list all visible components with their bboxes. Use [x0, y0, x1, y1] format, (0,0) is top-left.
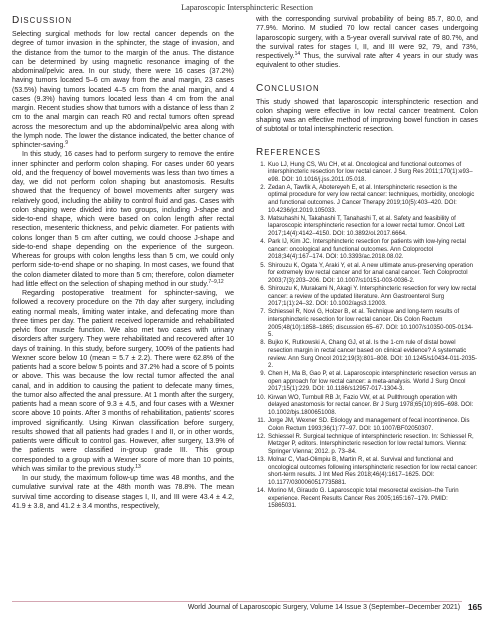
reference-item: 12. Schiessel R. Surgical technique of intersphincteric resection. In: Schiessel R, Metzger P, editors. Intersphincteric resection for low rectal tumors. Vienna: Springer Vienna; 2012. p. 73–84. [267, 434, 478, 457]
discussion-paragraph-3: Regarding postoperative treatment for sphincter-saving, we followed a recovery procedure on the 7th day after surgery, including eating normal meals, limiting water intake, and defecating more than three times per day. The patient received loperamide and rehabilitated pelvic floor muscle function. We also met two cases with urinary disorders after surgery. They were rehabilitated and recovered after 10 days of training. In this study, before surgery, 100% of the patients had Wexner score below 10 (mean = 5.7 ± 2.2). There were 62.8% of the patients had a score below 5 points and 37.2% had a score of 5 points or above. This was because the low rectal tumor affected the anal canal, and in addition to causing the patient to defecate many times, the tumor also affected the anal pressure. At 1 month after the surgery, patients had a mean score of 9.3 ± 4.5, and four cases with a Wexner score above 10 points. After 3 months of rehabilitation, patients' scores improved significantly. Using Kirwan classification before surgery, results showed that all patients had grades I and II, or in other words, patients were difficult to control gas. However, after surgery, 13.9% of the patients were classified in-group grade III. This group corresponded to a group with a Wexner score of more than 10 points, which was similar to the previous study.$^{13}$ [12, 290, 234, 473]
left-column [12, 15, 234, 511]
reference-item: 11. Jorge JM, Wexner SD. Etiology and management of fecal incontinence. Dis Colon Rectum 1993;36(1):77–97. DOI: 10.1007/BF02050307. [267, 418, 478, 433]
discussion-paragraph-4: In our study, the maximum follow-up time was 48 months, and the cumulative survival rate at the 48th month was 78.8%. The mean survival time according to disease stages I, II, and III were 43.4 ± 4.2, 41.9 ± 3.8, and 41.2 ± 3.4 months, respectively, [12, 475, 234, 510]
discussion-paragraph-1: Selecting surgical methods for low rectal cancer depends on the degree of tumor invasion in the sphincter, the stage of invasion, and the distance from the tumor to the margin of the anus. The distance can be determined by using magnetic resonance imaging of the abdominal/pelvic area. In our study, there were 16 cases (37.2%) having tumors located 5–6 cm away from the anal margin, 23 cases (53.5%) having tumors located 4–5 cm from the anal margin, and 4 cases (9.3%) having tumors located less than 4 cm from the anal margin. Recent studies show that tumors with a distance of less than 2 cm to the anal margin can reach R0 and rectal tumors often spread across the mesorectum and up the abdominal/pelvic area along with the lymph node. The lower the distance indicated, the better chance of sphincter-saving.$^9$ [12, 31, 234, 149]
reference-item: 10. Kirwan WO, Turnbull RB Jr, Fazio VW, et al. Pullthrough operation with delayed anastomosis for rectal cancer. Br J Surg 1978;65(10):695–698. DOI: 10.1002/bjs.1800651008. [267, 395, 478, 418]
reference-item: 9. Chen H, Ma B, Gao P, et al. Laparoscopic intersphincteric resection versus an open approach for low rectal cancer: a meta-analysis. World J Surg Oncol 2017;15(1):229. DOI: 10.1186/s12957-017-1304-3. [267, 371, 478, 394]
citation: 9 [65, 140, 69, 146]
reference-item: 1. Kuo LJ, Hung CS, Wu CH, et al. Oncological and functional outcomes of intersphincteric resection for low rectal cancer. J Surg Res 2011;170(1):e93–e98. DOI: 10.1016/j.jss.2011.05.018. [267, 162, 478, 185]
reference-item: 2. Zedan A, Tawfik A, Abotereyeh E, et al. Intersphincteric resection is the optimal procedure for very low rectal cancer: techniques, morbidity, oncologic and functional outcomes. J Cancer Therapy 2019;10(5):403–420. DOI: 10.4236/jct.2019.105033. [267, 185, 478, 215]
reference-item: 14. Morino M, Giraudo G. Laparoscopic total mesorectal excision–the Turin experience. Recent Results Cancer Res 2005;165:167–179. PMID: 15865031. [267, 488, 478, 511]
references-heading: REFERENCES [256, 146, 321, 158]
reference-item: 4. Park IJ, Kim JC. Intersphincteric resection for patients with low-lying rectal cancer: oncological and functional outcomes. Ann Coloproctol 2018;34(4):167–174. DOI: 10.3393/ac.2018.08.02. [267, 239, 478, 262]
discussion-paragraph-4-continued: with the corresponding survival probability of being 85.7, 80.0, and 77.9%. Morino. M studied 70 low rectal cancer cases undergoing laparoscopic surgery, with a 5-year overall survival rate of 80.7%, and the survival rates for stages I, II, and III were 92, 79, and 73%, respectively.$^{14}$ Thus, the survival rate after 4 years in our study was equivalent to other studies. [256, 16, 478, 70]
footer-rule [12, 601, 482, 602]
reference-item: 13. Molnar C, Vlad-Olimpiu B, Martin R, et al. Survival and functional and oncological outcomes following intersphincteric resection for low rectal cancer: short-term results. J Int Med Res 2018;46(4):1617–1625. DOI: 10.1177/0300060517735881. [267, 457, 478, 487]
reference-item: 5. Shirouzu K, Ogata Y, Araki Y, et al. A new ultimate anus-preserving operation for extremely low rectal cancer and for anal canal cancer. Tech Coloproctol 2003;7(3):203–206. DOI: 10.1007/s10151-003-0036-2. [267, 263, 478, 286]
reference-item: 3. Matsuhashi N, Takahashi T, Tanahashi T, et al. Safety and feasibility of laparoscopic intersphincteric resection for a lower rectal tumor. Oncol Lett 2017;14(4):4142–4150. DOI: 10.3892/ol.2017.6664. [267, 216, 478, 239]
reference-item: 8. Bujko K, Rutkowski A, Chang GJ, et al. Is the 1-cm rule of distal bowel resection margin in rectal cancer based on clinical evidence? A systematic review. Ann Surg Oncol 2012;19(3):801–808. DOI: 10.1245/s10434-011-2035-2. [267, 340, 478, 370]
citation: 13 [135, 463, 141, 470]
discussion-heading: DISCUSSION [12, 15, 73, 26]
reference-list [256, 162, 478, 511]
running-header: Laparoscopic Intersphincteric Resection [181, 3, 313, 12]
page-number: 165 [462, 601, 482, 614]
conclusion-heading: CONCLUSION [256, 82, 320, 94]
reference-item: 7. Schiessel R, Novi G, Holzer B, et al. Technique and long-term results of intersphincteric resection for low rectal cancer. Dis Colon Rectum 2005;48(10):1858–1865; discussion 65–67. DOI: 10.1007/s10350-005-0134-5. [267, 309, 478, 339]
journal-footer: World Journal of Laparoscopic Surgery, Volume 14 Issue 3 (September–December 2021) [187, 604, 460, 611]
citation: 14 [294, 51, 301, 57]
reference-item: 6. Shirouzu K, Murakami N, Akagi Y. Intersphincteric resection for very low rectal cancer: a review of the updated literature. Ann Gastroenterol Surg 2017;1(1):24–32. DOI: 10.1002/ags3.12003. [267, 286, 478, 309]
conclusion-paragraph: This study showed that laparoscopic intersphincteric resection and colon shaping were effective in low rectal cancer treatment. Colon shaping was an effective method of improving bowel function in cases of subtotal or total intersphincteric resection. [256, 98, 478, 134]
discussion-paragraph-2: In this study, 16 cases had to perform surgery to remove the entire inner sphincter and perform colon shaping. For cases under 60 years old, and the frequency of bowel movements was less than two times a day, we did not perform colon shaping but anastomosis. Results showed that the frequency of bowel movements after surgery was relatively good, including the ability to control fluid and gas. Cases with colon shaping were divided into two groups, including J-shape and side-to-end shape, which were based on colon length after rectal resection, mesenteric thickness, and pelvic diameter. For patients with colons longer than 5 cm after cutting, we could choose J-shape and side-to-end shape depending on the experience of the surgeon. Whereas for groups with colon lengths less than 5 cm, we could only perform side-to-end shape or no shaping. In most cases, we found that the colon diameter dilated to more than 5 cm; therefore, colon diameter had little effect on the selection of shaping method in our study.$^{7-9,12}$ [12, 151, 234, 288]
citation: 7–9,12 [208, 278, 224, 285]
right-column [256, 15, 478, 512]
